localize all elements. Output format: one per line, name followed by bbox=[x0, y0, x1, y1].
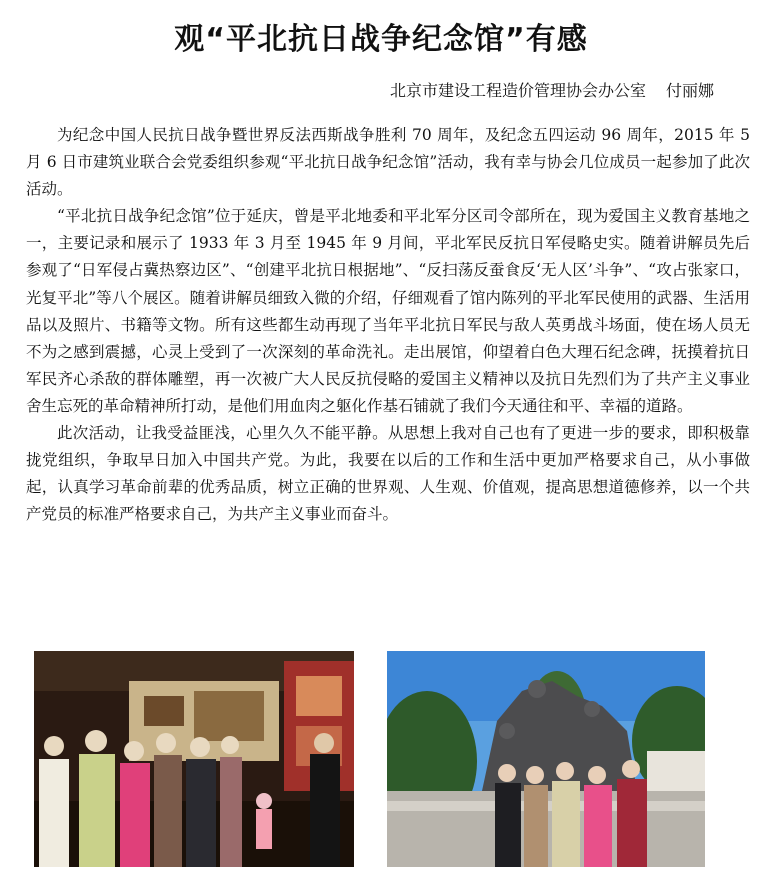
memorial-sculpture-illustration bbox=[387, 651, 705, 867]
museum-interior-photo bbox=[34, 651, 354, 867]
museum-interior-illustration bbox=[34, 651, 354, 867]
memorial-group-photo bbox=[387, 651, 705, 867]
article-body bbox=[26, 122, 750, 528]
article-title: 观“平北抗日战争纪念馆”有感 bbox=[174, 22, 588, 57]
author-line bbox=[390, 78, 714, 101]
author-organization: 北京市建设工程造价管理协会办公室 bbox=[389, 81, 646, 100]
author-name: 付丽娜 bbox=[665, 81, 714, 100]
paragraph-2: “平北抗日战争纪念馆”位于延庆，曾是平北地委和平北军分区司令部所在，现为爱国主义教育基地之一，主要记录和展示了 1933 年 3 月至 1945 年 9 月间，平北军民反抗日军侵略史实。随着讲解员先后参观了“日军侵占冀热察边区”、“创建平北抗日根据地”、“反扫荡反蚕食反‘无人区’斗争”、“攻占张家口，光复平北”等八个展区。随着讲解员细致入微的介绍，仔细观看了馆内陈列的平北军民使用的武器、生活用品以及照片、书籍等文物。所有这些都生动再现了当年平北抗日军民与敌人英勇战斗场面，使在场人员无不为之感到震撼，心灵上受到了一次深刻的革命洗礼。走出展馆，仰望着白色大理石纪念碑，抚摸着抗日军民齐心杀敌的群体雕塑，再一次被广大人民反抗侵略的爱国主义精神以及抗日先烈们为了共产主义事业舍生忘死的革命精神所打动，是他们用血肉之躯化作基石铺就了我们今天通往和平、幸福的道路。 bbox=[26, 207, 750, 415]
paragraph-1: 为纪念中国人民抗日战争暨世界反法西斯战争胜利 70 周年，及纪念五四运动 96 周年，2015 年 5 月 6 日市建筑业联合会党委组织参观“平北抗日战争纪念馆”活动，我有幸与协会几位成员一起参加了此次活动。 bbox=[26, 126, 750, 199]
paragraph-3: 此次活动，让我受益匪浅，心里久久不能平静。从思想上我对自己也有了更进一步的要求，即积极靠拢党组织，争取早日加入中国共产党。为此，我要在以后的工作和生活中更加严格要求自己，从小事做起，认真学习革命前辈的优秀品质，树立正确的世界观、人生观、价值观，提高思想道德修养，以一个共产党员的标准严格要求自己，为共产主义事业而奋斗。 bbox=[26, 424, 750, 524]
